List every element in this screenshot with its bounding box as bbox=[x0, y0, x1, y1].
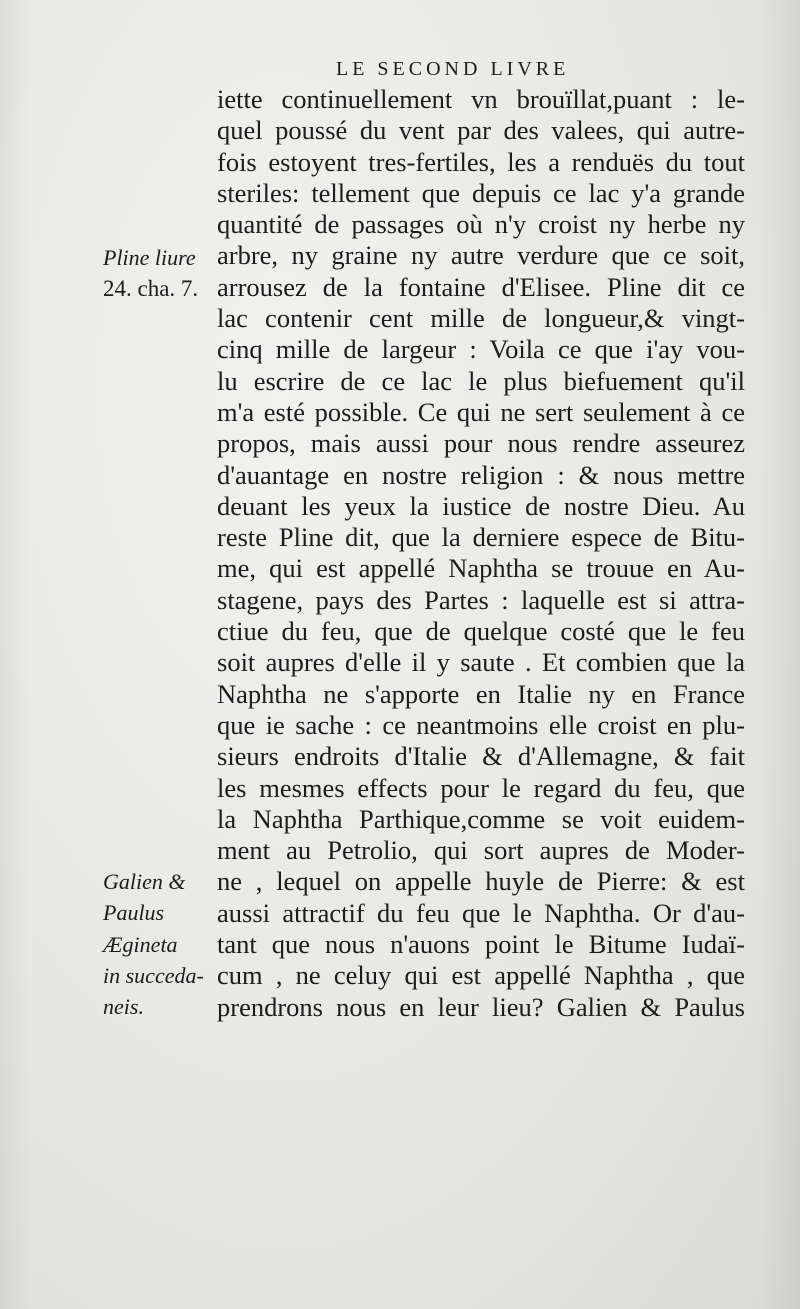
text-line: stagene, pays des Partes : laquelle est si attra- bbox=[217, 584, 745, 615]
margin-note-galien bbox=[103, 866, 215, 1022]
margin-note-line: Paulus bbox=[103, 900, 165, 926]
text-line: deuant les yeux la iustice de nostre Dieu. Au bbox=[217, 490, 745, 521]
text-line: ctiue du feu, que de quelque costé que le feu bbox=[217, 616, 745, 647]
text-line: arbre, ny graine ny autre verdure que ce soit, bbox=[217, 240, 745, 271]
body-text bbox=[217, 84, 745, 1023]
text-line: soit aupres d'elle il y saute . Et combien que la bbox=[217, 647, 745, 678]
text-line: arrousez de la fontaine d'Elisee. Pline dit ce bbox=[217, 271, 745, 302]
margin-note-line: Galien & bbox=[103, 869, 186, 894]
text-line: prendrons nous en leur lieu? Galien & Paulus bbox=[217, 991, 745, 1022]
text-line: d'auantage en nostre religion : & nous mettre bbox=[217, 459, 745, 490]
text-line: ment au Petrolio, qui sort aupres de Moder- bbox=[217, 835, 745, 866]
text-line: cum , ne celuy qui est appellé Naphtha , que bbox=[217, 960, 745, 991]
margin-note-pline bbox=[103, 242, 215, 305]
text-line: steriles: tellement que depuis ce lac y'a grande bbox=[217, 177, 745, 208]
page-edge-shadow-right bbox=[760, 0, 800, 1309]
text-line: me, qui est appellé Naphtha se trouue en Au- bbox=[217, 553, 745, 584]
running-head: LE SECOND LIVRE bbox=[336, 58, 570, 80]
margin-note-line: 24. cha. 7. bbox=[103, 276, 199, 302]
text-line: cinq mille de largeur : Voila ce que i'ay vou- bbox=[217, 334, 745, 365]
text-line: lac contenir cent mille de longueur,& vingt- bbox=[217, 303, 745, 334]
text-line: la Naphtha Parthique,comme se voit euidem- bbox=[217, 803, 745, 834]
margin-note-line: Ægineta bbox=[103, 931, 178, 957]
text-line: quantité de passages où n'y croist ny herbe ny bbox=[217, 209, 745, 240]
text-line: reste Pline dit, que la derniere espece de Bitu- bbox=[217, 522, 745, 553]
text-line: ne , lequel on appelle huyle de Pierre: & est bbox=[217, 866, 745, 897]
text-line: sieurs endroits d'Italie & d'Allemagne, & fait bbox=[217, 741, 745, 772]
text-line: que ie sache : ce neantmoins elle croist en plu- bbox=[217, 709, 745, 740]
text-line: tant que nous n'auons point le Bitume Iudaï- bbox=[217, 929, 745, 960]
text-line: m'a esté possible. Ce qui ne sert seulement à ce bbox=[217, 396, 745, 427]
text-line: lu escrire de ce lac le plus biefuement qu'il bbox=[217, 365, 745, 396]
text-line: propos, mais aussi pour nous rendre asseurez bbox=[217, 428, 745, 459]
margin-note-line: Pline liure bbox=[103, 245, 196, 270]
text-line: fois estoyent tres-fertiles, les a renduës du tout bbox=[217, 146, 745, 177]
text-line: les mesmes effects pour le regard du feu, que bbox=[217, 772, 745, 803]
margin-note-line: neis. bbox=[103, 994, 144, 1020]
text-line: Naphtha ne s'apporte en Italie ny en France bbox=[217, 678, 745, 709]
page-edge-shadow-left bbox=[0, 0, 30, 1309]
text-line: aussi attractif du feu que le Naphtha. Or d'au- bbox=[217, 897, 745, 928]
margin-note-line: in succeda- bbox=[103, 962, 204, 988]
text-line: iette continuellement vn brouïllat,puant : le- bbox=[217, 84, 745, 114]
text-line: quel poussé du vent par des valees, qui autre- bbox=[217, 115, 745, 146]
